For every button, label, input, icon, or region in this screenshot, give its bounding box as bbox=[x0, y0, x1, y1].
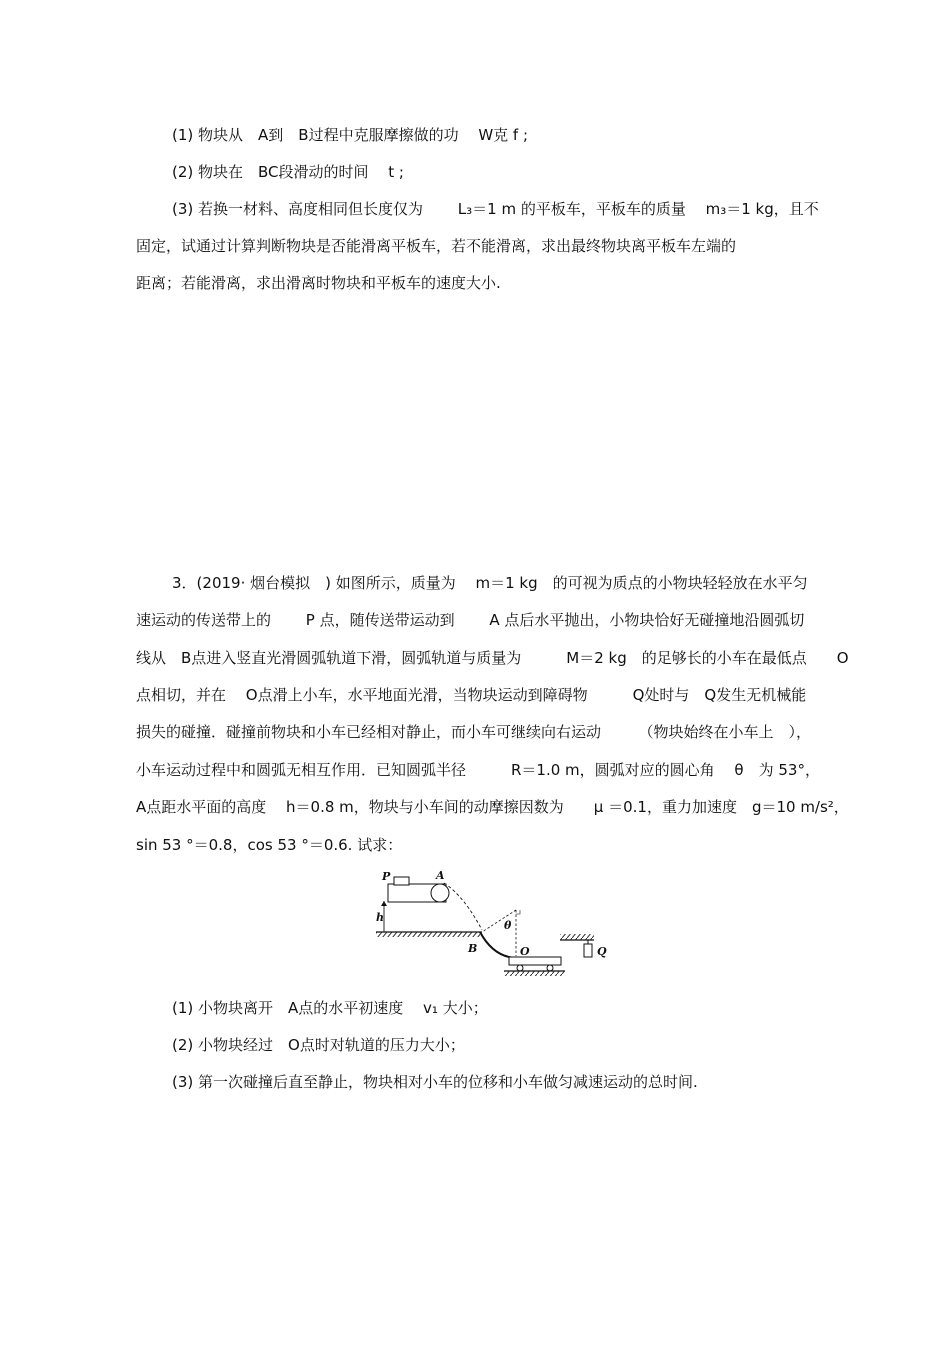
problem3-line-1: 3．(2019· 烟台模拟 ) 如图所示，质量为 m＝1 kg 的可视为质点的小物块轻轻放在水平匀 bbox=[172, 574, 808, 592]
part1-question-1: (1) 物块从 A到 B过程中克服摩擦做的功 W克 f ; bbox=[172, 126, 529, 144]
conveyor-track-cart-diagram bbox=[372, 866, 612, 978]
label-O: O bbox=[520, 945, 530, 958]
problem3-line-7: A点距水平面的高度 h＝0.8 m，物块与小车间的动摩擦因数为 μ ＝0.1，重力加速度 g＝10 m/s²， bbox=[136, 798, 849, 816]
part1-question-3-line-3: 距离；若能滑离，求出滑离时物块和平板车的速度大小. bbox=[136, 274, 501, 292]
label-A: A bbox=[436, 869, 445, 882]
circular-track bbox=[480, 932, 518, 958]
projectile-path bbox=[444, 883, 482, 930]
problem3-line-5: 损失的碰撞．碰撞前物块和小车已经相对静止，而小车可继续向右运动 （物块始终在小车上 ）， bbox=[136, 723, 812, 741]
problem3-question-1: (1) 小物块离开 A点的水平初速度 v₁ 大小； bbox=[172, 999, 488, 1017]
label-P: P bbox=[382, 870, 391, 883]
problem3-question-3: (3) 第一次碰撞后直至静止，物块相对小车的位移和小车做匀减速运动的总时间. bbox=[172, 1073, 698, 1091]
small-block bbox=[394, 877, 409, 885]
problem3-line-8: sin 53 °＝0.8，cos 53 °＝0.6. 试求： bbox=[136, 836, 403, 854]
ground-bottom bbox=[504, 971, 565, 976]
label-h: h bbox=[376, 911, 384, 924]
problem3-line-2: 速运动的传送带上的 P 点，随传送带运动到 A 点后水平抛出，小物块恰好无碰撞地沿圆弧切 bbox=[136, 611, 805, 629]
ground-left bbox=[376, 932, 482, 937]
cart bbox=[509, 957, 561, 971]
problem3-line-6: 小车运动过程中和圆弧无相互作用．已知圆弧半径 R＝1.0 m，圆弧对应的圆心角 θ 为 53°， bbox=[136, 761, 820, 779]
problem3-question-2: (2) 小物块经过 O点时对轨道的压力大小； bbox=[172, 1036, 465, 1054]
problem3-figure bbox=[372, 866, 612, 978]
label-B: B bbox=[468, 942, 478, 955]
part1-question-2: (2) 物块在 BC段滑动的时间 t ; bbox=[172, 163, 404, 181]
problem3-line-4: 点相切，并在 O点滑上小车，水平地面光滑，当物块运动到障碍物 Q处时与 Q发生无机械能 bbox=[136, 686, 807, 704]
part1-question-3-line-1: (3) 若换一材料、高度相同但长度仅为 L₃＝1 m 的平板车，平板车的质量 m₃＝1 kg，且不 bbox=[172, 200, 819, 218]
obstacle-Q bbox=[560, 934, 594, 957]
part1-question-3-line-2: 固定，试通过计算判断物块是否能滑离平板车，若不能滑离，求出最终物块离平板车左端的 bbox=[136, 237, 737, 255]
label-Q: Q bbox=[597, 945, 607, 958]
problem3-line-3: 线从 B点进入竖直光滑圆弧轨道下滑，圆弧轨道与质量为 M＝2 kg 的足够长的小车在最低点 O bbox=[136, 649, 849, 667]
label-theta: θ bbox=[504, 919, 512, 932]
